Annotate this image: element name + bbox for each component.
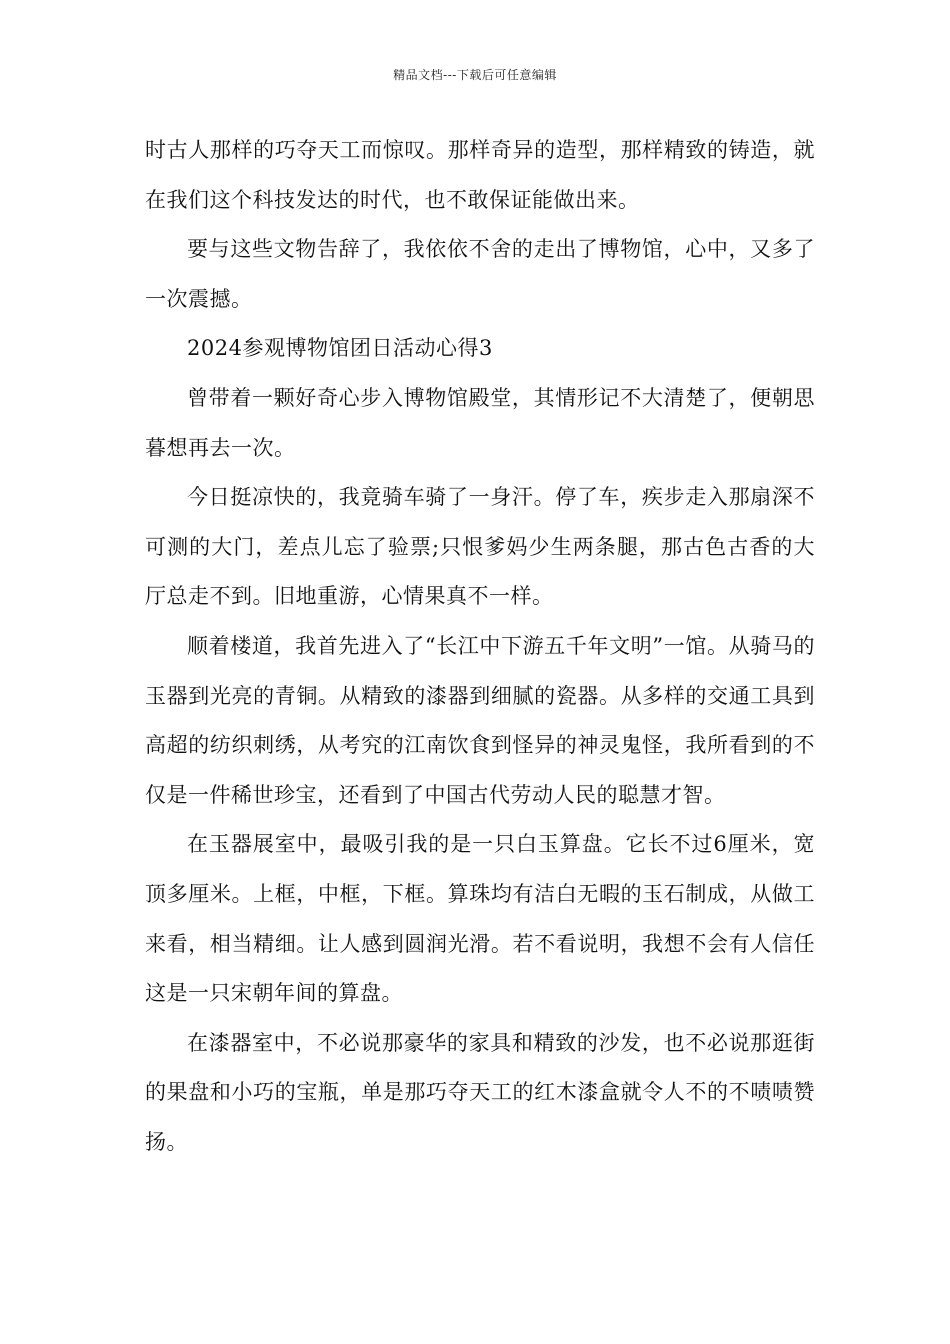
paragraph: 顺着楼道，我首先进入了“长江中下游五千年文明”一馆。从骑马的玉器到光亮的青铜。从精致的漆器到细腻的瓷器。从多样的交通工具到高超的纺织刺绣，从考究的江南饮食到怪异的神灵鬼怪，我所看到的不仅是一件稀世珍宝，还看到了中国古代劳动人民的聪慧才智。 [145,633,815,807]
paragraph: 今日挺凉快的，我竟骑车骑了一身汗。停了车，疾步走入那扇深不可测的大门，差点儿忘了验票;只恨爹妈少生两条腿，那古色古香的大厅总走不到。旧地重游，心情果真不一样。 [145,485,815,609]
paragraph: 曾带着一颗好奇心步入博物馆殿堂，其情形记不大清楚了，便朝思暮想再去一次。 [145,385,815,460]
paragraph: 在漆器室中，不必说那豪华的家具和精致的沙发，也不必说那逛街的果盘和小巧的宝瓶，单是那巧夺天工的红木漆盒就令人不的不啧啧赞扬。 [145,1030,815,1154]
paragraph: 要与这些文物告辞了，我依依不舍的走出了博物馆，心中，又多了一次震撼。 [145,237,815,311]
paragraph: 在玉器展室中，最吸引我的是一只白玉算盘。它长不过6厘米，宽顶多厘米。上框，中框，下框。算珠均有洁白无暇的玉石制成，从做工来看，相当精细。让人感到圆润光滑。若不看说明，我想不会有人信任这是一只宋朝年间的算盘。 [145,832,815,1006]
document-body [145,126,815,1167]
paragraph-continued: 时古人那样的巧夺天工而惊叹。那样奇异的造型，那样精致的铸造，就在我们这个科技发达的时代，也不敢保证能做出来。 [145,138,815,212]
section-title: 2024参观博物馆团日活动心得3 [187,336,493,361]
page-header: 精品文档---下载后可任意编辑 [393,68,557,82]
